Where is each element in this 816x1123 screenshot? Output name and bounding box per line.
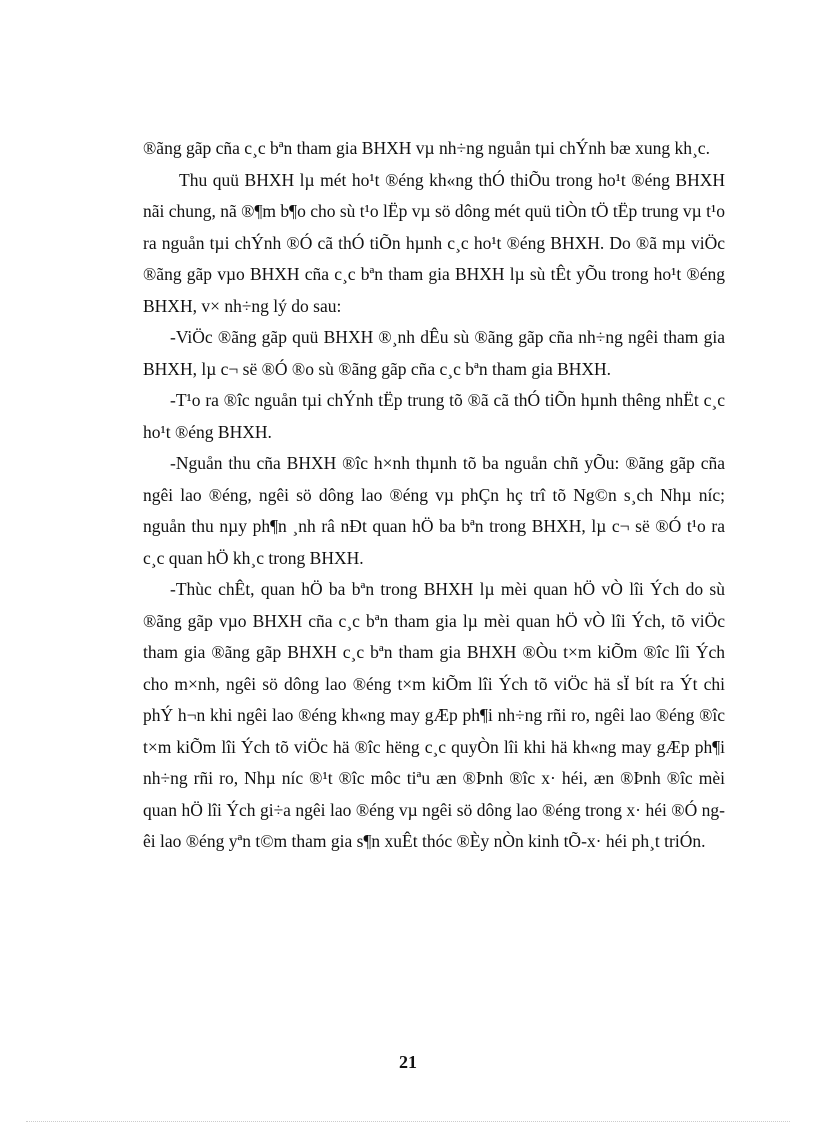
paragraph-fund-collection: Thu quü BHXH lµ mét ho¹t ®éng kh«ng thÓ thiÕu trong ho¹t ®éng BHXH nãi chung, nã ®¶m b¶o cho sù t¹o lËp vµ sö dông mét quü tiÒn tÖ tËp trung vµ t¹o ra nguån tµi chÝnh ®Ó cã thÓ tiÕn hµnh c¸c ho¹t ®éng BHXH. Do ®ã mµ viÖc ®ãng gãp vµo BHXH cña c¸c bªn tham gia BHXH lµ sù tÊt yÕu trong ho¹t ®éng BHXH, v× nh÷ng lý do sau: — [143, 169, 725, 316]
paragraph-reason-4: -Thùc chÊt, quan hÖ ba bªn trong BHXH lµ mèi quan hÖ vÒ lîi Ých do sù ®ãng gãp vµo BHXH cña c¸c bªn tham gia lµ mèi quan hÖ vÒ lîi Ých, tõ viÖc tham gia ®ãng gãp BHXH c¸c bªn tham gia BHXH ®Òu t×m kiÕm ®îc lîi Ých cho m×nh, ngêi sö dông lao ®éng t×m kiÕm lîi Ých tõ viÖc hä sÏ bít ra Ýt chi phÝ h¬n khi ngêi lao ®éng kh«ng may gÆp ph¶i nh÷ng rñi ro, ngêi lao ®éng ®îc t×m kiÕm lîi Ých tõ viÖc hä ®îc hëng c¸c quyÒn lîi khi hä kh«ng may gÆp ph¶i nh÷ng rñi ro, Nhµ níc ®¹t ®îc môc tiªu æn ®Þnh ®îc x· héi, æn ®Þnh ®îc mèi quan hÖ lîi Ých gi÷a ngêi lao ®éng vµ ngêi sö dông lao ®éng trong x· héi ®Ó ngêi lao ®éng yªn t©m tham gia s¶n xuÊt thóc ®Èy nÒn kinh tÕ-x· héi ph¸t triÓn. — [143, 579, 725, 851]
paragraph-reason-1: -ViÖc ®ãng gãp quü BHXH ®¸nh dÊu sù ®ãng gãp cña nh÷ng ngêi tham gia BHXH, lµ c¬ së ®Ó ®o sù ®ãng gãp cña c¸c bªn tham gia BHXH. — [143, 327, 725, 379]
paragraph-continuation: ®ãng gãp cña c¸c bªn tham gia BHXH vµ nh÷ng nguån tµi chÝnh bæ xung kh¸c. — [143, 138, 710, 158]
paragraph-reason-3: -Nguån thu cña BHXH ®îc h×nh thµnh tõ ba nguån chñ yÕu: ®ãng gãp cña ngêi lao ®éng, ngêi sö dông lao ®éng vµ phÇn hç trî tõ Ng©n s¸ch Nhµ níc; nguån thu nµy ph¶n ¸nh râ nÐt quan hÖ ba bªn trong BHXH, lµ c¬ së ®Ó t¹o ra c¸c quan hÖ kh¸c trong BHXH. — [143, 453, 725, 568]
page-number: 21 — [399, 1052, 417, 1072]
page-bottom-divider — [26, 1121, 790, 1122]
paragraph-reason-2: -T¹o ra ®îc nguån tµi chÝnh tËp trung tõ ®ã cã thÓ tiÕn hµnh thêng nhËt c¸c ho¹t ®éng BHXH. — [143, 390, 725, 442]
body-text — [143, 133, 725, 858]
